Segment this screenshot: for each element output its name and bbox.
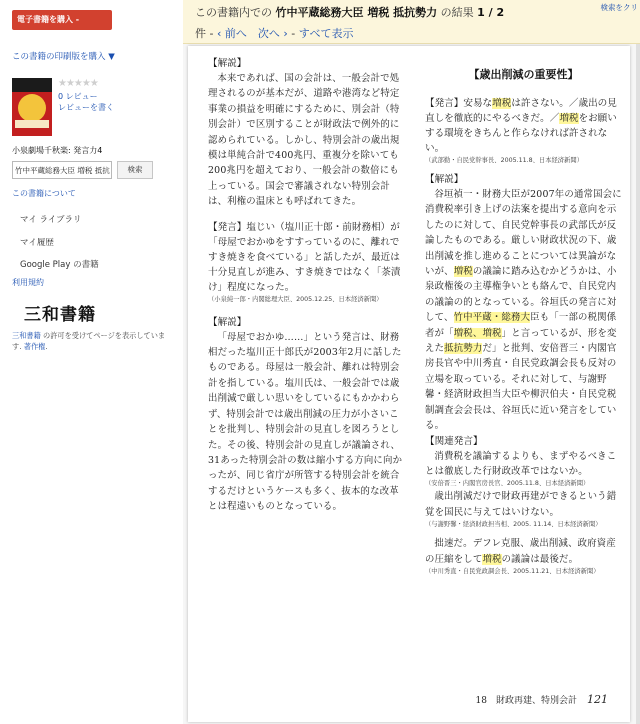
results-query: 竹中平蔵総務大臣 増税 抵抗勢力 (275, 6, 438, 19)
search-highlight: 竹中平蔵・総務大 (453, 312, 531, 324)
search-highlight: 増税 (559, 113, 579, 124)
quote-paragraph: 【発言】塩じい（塩川正十郎・前財務相）が「母屋でおかゆをすすっているのに、離れですき焼きを食べている」と話したが、最近は十分見直しが進み、すき焼きではなく「茶漬け」程度になった。 (208, 221, 401, 293)
publisher-note-end: . (45, 342, 48, 351)
publisher-name: 三和書籍 (24, 305, 96, 325)
buy-ebook-button[interactable]: 電子書籍を購入 - ¥2,250 (12, 10, 112, 30)
text-run: は許さない。／歳出の見直しを徹底的にやるべきだ。／ (425, 98, 617, 124)
text-run: の議論は最後だ。 (501, 553, 579, 565)
page-footer (476, 693, 608, 706)
quote-source: （与謝野馨・経済財政担当相、2005. 11.14、日本経済新聞） (425, 521, 602, 529)
text-run: の議論に踏み込むかどうかは、小泉政権後の主導権争いとも絡んで、自民党内の議論の的となっている。谷垣氏の発言に対して、 (425, 266, 617, 324)
paragraph (425, 187, 622, 434)
quote-source: （中川秀直・自民党政調会長、2005.11.21、日本経済新聞） (425, 567, 600, 575)
rating-stars: ★★★★★ (58, 78, 98, 89)
paragraph (425, 536, 622, 567)
text-run: 」と言っているが、形を変えた (425, 327, 617, 355)
help-link[interactable]: 検索をクリ (600, 3, 638, 12)
paragraph: 歳出削減だけで財政再建ができるという錯覚を国民に与えてはいけない。 (425, 491, 617, 518)
book-cover-image[interactable] (12, 78, 52, 136)
nav-google-play-books[interactable]: Google Play の書籍 (20, 260, 99, 270)
page-column-right (425, 56, 622, 577)
text-run: 臣も「一部の税関係者が「 (425, 312, 617, 339)
text-run: をお願いする環境をきちんと作らなければ許されない。 (425, 113, 617, 154)
search-in-book-input[interactable]: 竹中平蔵総務大臣 増税 抵抗 (12, 161, 112, 179)
terms-link[interactable]: 利用規約 (12, 278, 44, 287)
paragraph: 本来であれば、国の会計は、一般会計で処理されるのが基本だが、道路や港湾など特定事業の損益を明確にするために、別会計（特別会計）で区別することが財政法で例外的に認められている。しかし、特別会計の歳出規模は単純合計で400兆円、重複分を除いても200兆円を超えており、一般会計の数倍にも上っている。国会で審議されない特別会計は、利権の温床とも呼ばれてきた。 (208, 73, 400, 208)
scrollbar[interactable] (636, 44, 640, 724)
show-all-results-link[interactable]: すべて表示 (298, 27, 354, 40)
page-number: 121 (587, 693, 608, 706)
quote-paragraph (425, 96, 622, 156)
text-run: 【発言】安易な (425, 98, 493, 109)
paragraph: 消費税を議論するよりも、まずやるべきことは徹底した行財政改革ではないか。 (425, 450, 617, 477)
results-navigation (195, 25, 354, 41)
text-run: だ」と批判、安倍晋三・内閣官房長官や中川秀直・自民党政調会長も反対の立場を取っている。それに対して、与謝野馨・経済財政担当大臣や柳沢伯夫・自民党税制調査会会長は、谷垣氏に近い発言をしている。 (425, 343, 617, 432)
reviews-link[interactable]: 0 レビュー (58, 92, 98, 101)
copyright-link[interactable]: 著作権 (23, 342, 46, 351)
search-highlight: 増税 (453, 266, 473, 278)
results-sep: - (287, 27, 299, 40)
about-book-link[interactable]: この書籍について (12, 189, 76, 198)
section-heading: 【解説】 (425, 174, 464, 185)
book-title: 小泉劇場千秋楽: 発言力4 (12, 146, 103, 155)
buy-print-link[interactable]: この書籍の印刷版を購入 ▼ (12, 52, 115, 62)
write-review-link[interactable]: レビューを書く (58, 103, 114, 112)
results-prefix: この書籍内での (195, 6, 276, 19)
publisher-note-text: の許可を受けてページを表示しています. (12, 331, 166, 351)
search-results-bar (183, 0, 640, 44)
paragraph: 「母屋でおかゆ……」という発言は、財務相だった塩川正十郎氏が2003年2月に話したものである。母屋は一般会計、離れは特別会計を指している。塩川氏は、一般会計では歳出削減で厳しい思いをしているにもかかわらず、特別会計では歳出削減の圧力が小さいことを批判し、特別会計の見直しを図ろうとした。その後、特別会計の見直しが議論され、31あった特別会計の数は縮小する方向に向かったが、同じ省庁が所管する特別会計を統合するだけというケースも多く、抜本的な改革とは程遠いものとなっている。 (208, 331, 403, 513)
results-count: 1 / 2 (477, 6, 505, 19)
sidebar (0, 0, 183, 724)
section-title: 【歳出削減の重要性】 (468, 68, 579, 81)
text-run: 拙速だ。デフレ克服、歳出削減、政府資産の圧縮をして (425, 538, 616, 565)
search-highlight: 抵抗勢力 (444, 343, 483, 355)
publisher-note (12, 330, 172, 352)
section-heading: 【関連発言】 (425, 435, 483, 447)
quote-source: （小泉純一郎・内閣総理大臣、2005.12.25、日本経済新聞） (208, 295, 383, 303)
quote-source: （安倍晋三・内閣官房長官、2005.11.8、日本経済新聞） (425, 480, 590, 488)
prev-result-link[interactable]: ‹ 前へ (216, 27, 247, 40)
section-heading: 【解説】 (208, 58, 247, 69)
chapter-label: 18 財政再建、特別会計 (475, 696, 577, 706)
next-result-link[interactable]: 次へ › (257, 27, 288, 40)
search-highlight: 増税、増税 (453, 327, 502, 339)
publisher-link[interactable]: 三和書籍 (12, 331, 41, 340)
book-page (188, 46, 630, 722)
page-column-left (208, 56, 408, 515)
search-highlight: 増税 (492, 98, 512, 109)
page-viewer[interactable] (183, 44, 640, 724)
nav-my-library[interactable]: マイ ライブラリ (20, 215, 82, 225)
nav-my-history[interactable]: マイ履歴 (20, 238, 54, 248)
section-heading: 【解説】 (208, 316, 247, 328)
results-summary (195, 4, 504, 20)
text-run: 谷垣禎一・財務大臣が2007年の通常国会に消費税率引き上げの法案を提出する意向を示したのに対して、自民党幹事長の武部氏が反論したものである。厳しい財政状況の下、歳出削減を推し進めることについては異論がないが、 (425, 189, 622, 278)
results-line2-prefix: 件 - (195, 27, 217, 40)
quote-source: （武部勤・自民党幹事長、2005.11.8、日本経済新聞） (425, 157, 583, 164)
search-button[interactable]: 検索 (117, 161, 153, 179)
search-highlight: 増税 (482, 553, 502, 565)
results-suffix: の結果 (437, 6, 478, 19)
